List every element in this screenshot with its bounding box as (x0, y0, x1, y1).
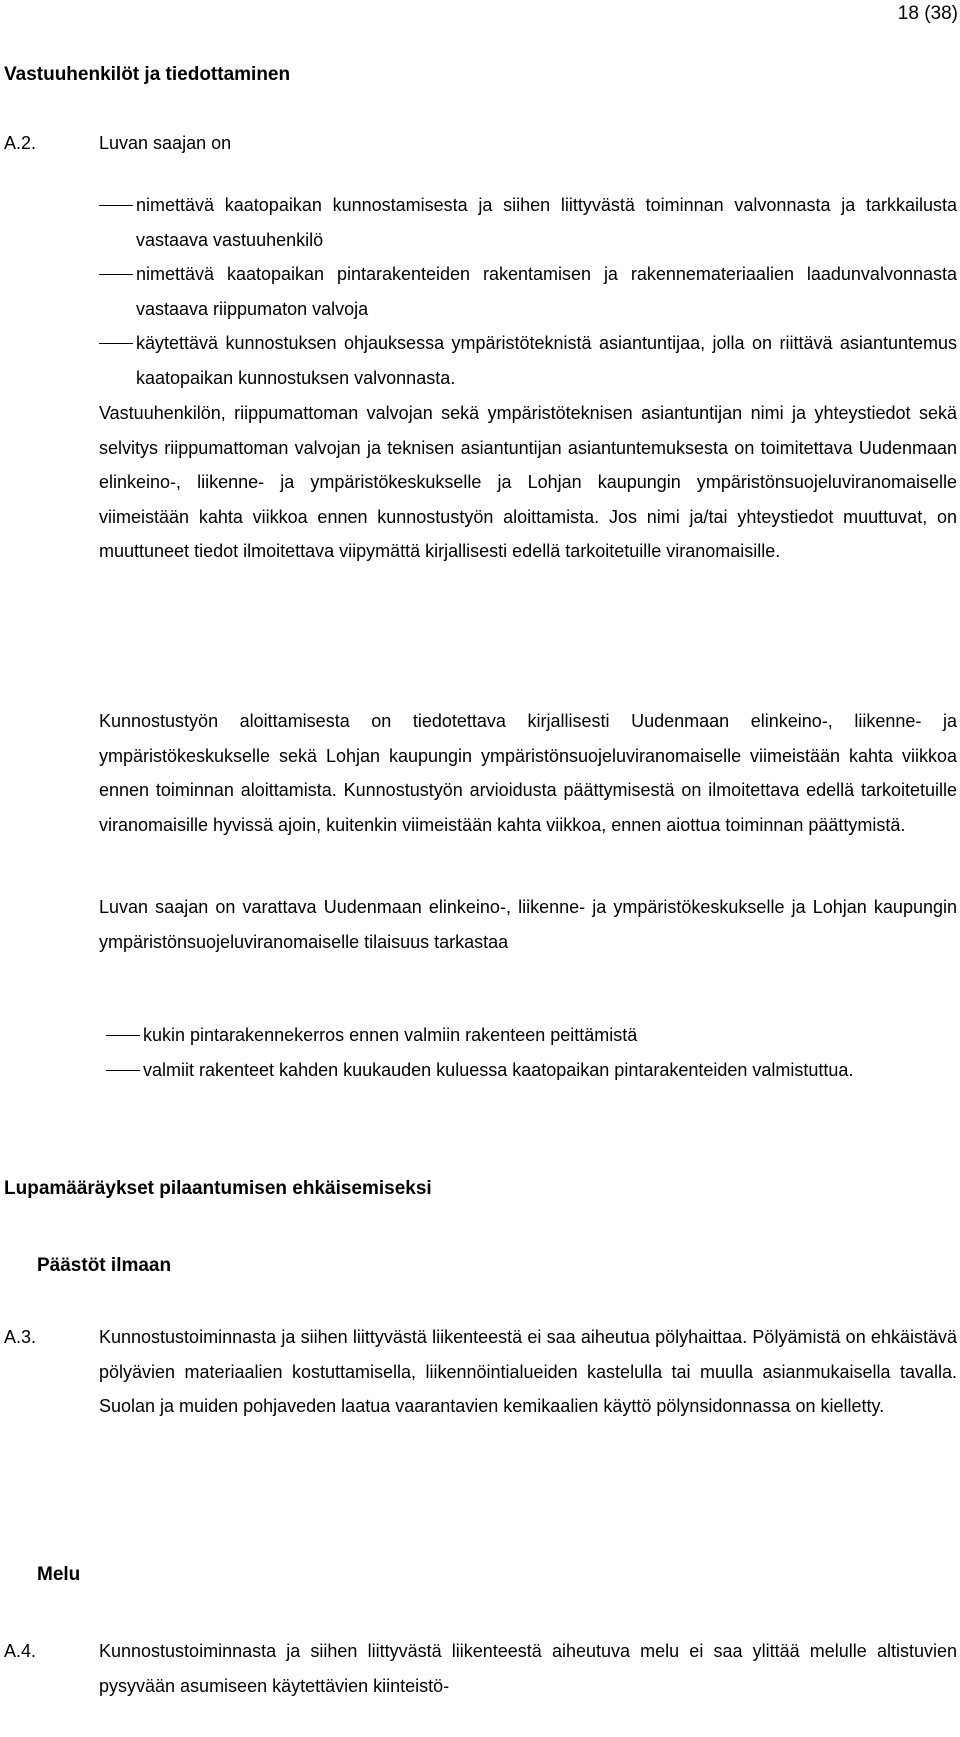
clause-intro-a2: Luvan saajan on (99, 133, 232, 153)
paragraph-start-notice: Kunnostustyön aloittamisesta on tiedotettava kirjallisesti Uudenmaan elinkeino-, liikenne- ja ympäristökeskukselle sekä Lohjan kaupungin ympäristönsuojeluviranomaiselle viimeistään kahta viikkoa ennen toiminnan aloittamista. Kunnostustyön arvioidusta päättymisestä on ilmoitettava edellä tarkoitetuille viranomaisille hyvissä ajoin, kuitenkin viimeistään kahta viikkoa, ennen aiottua toiminnan päättymistä. (99, 711, 957, 835)
list-item (143, 1018, 903, 1053)
list-item-text: nimettävä kaatopaikan kunnostamisesta ja siihen liittyvästä toiminnan valvonnasta ja tarkkailusta vastaava vastuuhenkilö (136, 195, 957, 250)
list-item (136, 326, 957, 395)
dash-bullet-icon (99, 274, 133, 275)
list-item-text: valmiit rakenteet kahden kuukauden kuluessa kaatopaikan pintarakenteiden valmistuttua. (143, 1059, 854, 1080)
list-item (136, 188, 957, 257)
clause-label-a2: A.2. (4, 133, 37, 153)
clause-label-a3: A.3. (4, 1327, 37, 1347)
list-item-text: käytettävä kunnostuksen ohjauksessa ympäristöteknistä asiantuntijaa, jolla on riittävä asiantuntemus kaatopaikan kunnostuksen valvonnasta. (136, 333, 957, 388)
dash-bullet-icon (99, 205, 133, 206)
clause-text-a3: Kunnostustoiminnasta ja siihen liittyvästä liikenteestä ei saa aiheutua pölyhaittaa. Pölyämistä on ehkäistävä pölyävien materiaalien kostuttamisella, liikennöintialueiden kastelulla tai muulla asianmukaisella tavalla. Suolan ja muiden pohjaveden laatua vaarantavien kemikaalien käyttö pölynsidonnassa on kielletty. (99, 1327, 957, 1417)
subheading-air: Päästöt ilmaan (37, 1255, 172, 1276)
list-item (143, 1053, 903, 1088)
paragraph-contact-info: Vastuuhenkilön, riippumattoman valvojan sekä ympäristöteknisen asiantuntijan nimi ja yhteystiedot sekä selvitys riippumattoman valvojan ja teknisen asiantuntijan asiantuntemuksesta on toimitettava Uudenmaan elinkeino-, liikenne- ja ympäristökeskukselle ja Lohjan kaupungin ympäristönsuojeluviranomaiselle viimeistään kahta viikkoa ennen kunnostustyön aloittamista. Jos nimi ja/tai yhteystiedot muuttuvat, on muuttuneet tiedot ilmoitettava viipymättä kirjallisesti edellä tarkoitetuille viranomaisille. (99, 403, 957, 562)
clause-text-a4: Kunnostustoiminnasta ja siihen liittyvästä liikenteestä aiheutuva melu ei saa ylittää melulle altistuvien pysyvään asumiseen käytettävien kiinteistö- (99, 1641, 957, 1696)
dash-bullet-icon (106, 1035, 140, 1036)
page-number: 18 (38) (897, 3, 958, 24)
section-heading-responsible: Vastuuhenkilöt ja tiedottaminen (4, 64, 291, 85)
list-item-text: kukin pintarakennekerros ennen valmiin rakenteen peittämistä (143, 1025, 638, 1045)
list-item-text: nimettävä kaatopaikan pintarakenteiden rakentamisen ja rakennemateriaalien laadunvalvonnasta vastaava riippumaton valvoja (136, 264, 957, 319)
section-heading-pollution: Lupamääräykset pilaantumisen ehkäisemiseksi (4, 1178, 432, 1199)
list-item (136, 257, 957, 326)
subheading-noise: Melu (37, 1564, 81, 1585)
paragraph-inspection: Luvan saajan on varattava Uudenmaan elinkeino-, liikenne- ja ympäristökeskukselle ja Lohjan kaupungin ympäristönsuojeluviranomaiselle tilaisuus tarkastaa (99, 897, 957, 952)
bullet-list-a2 (136, 188, 957, 396)
clause-label-a4: A.4. (4, 1641, 37, 1661)
dash-bullet-icon (106, 1070, 140, 1071)
dash-bullet-icon (99, 343, 133, 344)
bullet-list-inspection (143, 1018, 903, 1087)
